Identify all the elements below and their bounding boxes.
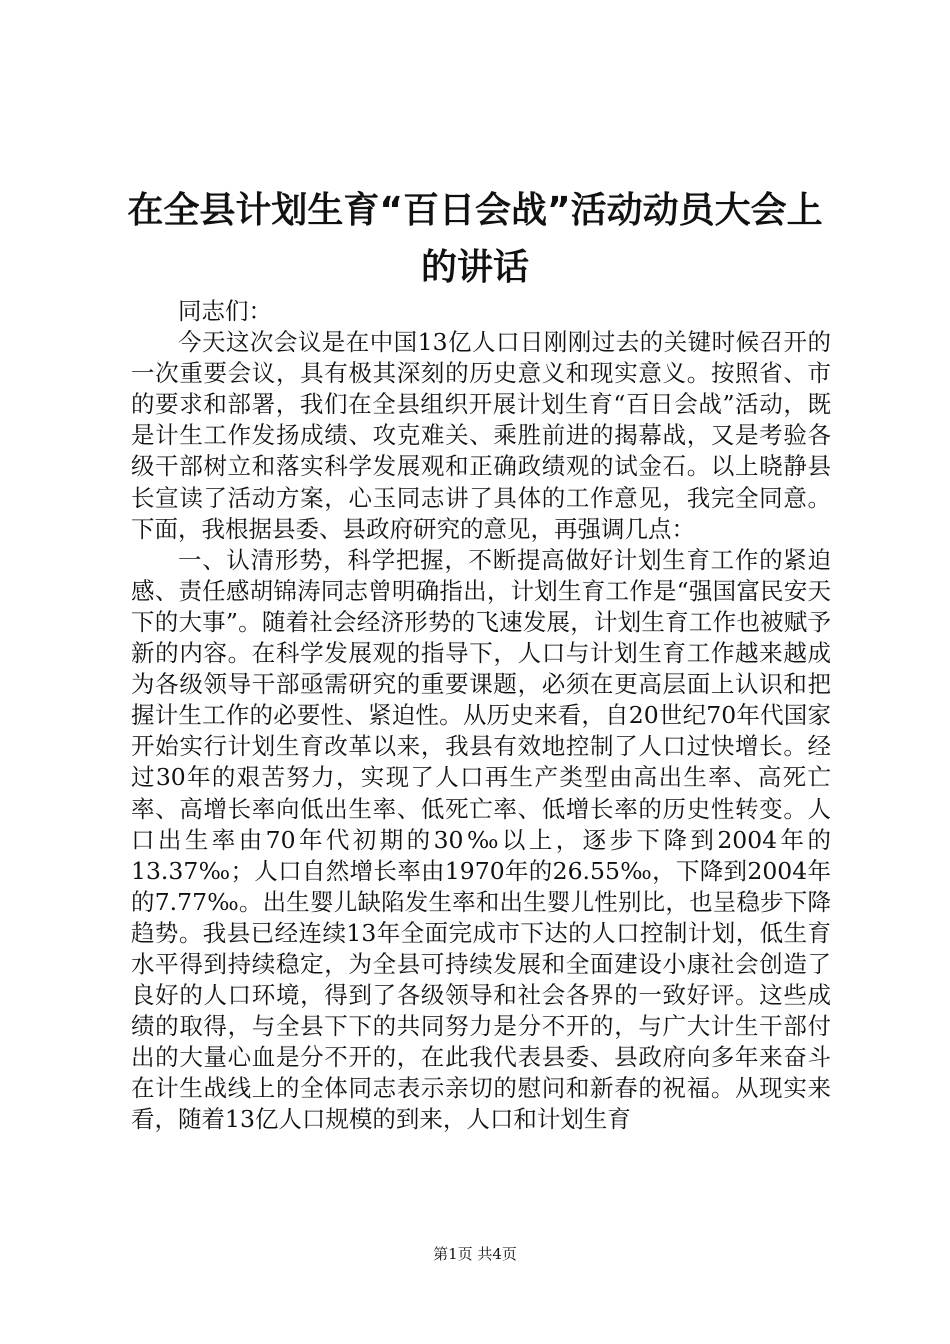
page-footer: 第1页 共4页 [433,1245,517,1263]
document-body [131,296,831,1136]
document-title-line-2: 的讲话 [420,247,529,288]
paragraph-1: 今天这次会议是在中国13亿人口日刚刚过去的关键时候召开的一次重要会议，具有极其深刻的历史意义和现实意义。按照省、市的要求和部署，我们在全县组织开展计划生育“百日会战”活动，既是计生工作发扬成绩、攻克难关、乘胜前进的揭幕战，又是考验各级干部树立和落实科学发展观和正确政绩观的试金石。以上晓静县长宣读了活动方案，心玉同志讲了具体的工作意见，我完全同意。下面，我根据县委、县政府研究的意见，再强调几点： [131,328,831,543]
paragraph-2: 一、认清形势，科学把握，不断提高做好计划生育工作的紧迫感、责任感胡锦涛同志曾明确指出，计划生育工作是“强国富民安天下的大事”。随着社会经济形势的飞速发展，计划生育工作也被赋予新的内容。在科学发展观的指导下，人口与计划生育工作越来越成为各级领导干部亟需研究的重要课题，必须在更高层面上认识和把握计生工作的必要性、紧迫性。从历史来看，自20世纪70年代国家开始实行计划生育改革以来，我县有效地控制了人口过快增长。经过30年的艰苦努力，实现了人口再生产类型由高出生率、高死亡率、高增长率向低出生率、低死亡率、低增长率的历史性转变。人口出生率由70年代初期的30‰以上，逐步下降到2004年的13.37‰；人口自然增长率由1970年的26.55‰，下降到2004年的7.77‰。出生婴儿缺陷发生率和出生婴儿性别比，也呈稳步下降趋势。我县已经连续13年全面完成市下达的人口控制计划，低生育水平得到持续稳定，为全县可持续发展和全面建设小康社会创造了良好的人口环境，得到了各级领导和社会各界的一致好评。这些成绩的取得，与全县下下的共同努力是分不开的，与广大计生干部付出的大量心血是分不开的，在此我代表县委、县政府向多年来奋斗在计生战线上的全体同志表示亲切的慰问和新春的祝福。从现实来看，随着13亿人口规模的到来，人口和计划生育 [131,545,831,1134]
salutation: 同志们： [178,297,272,325]
document-title-line-1: 在全县计划生育“百日会战”活动动员大会上 [127,190,823,231]
